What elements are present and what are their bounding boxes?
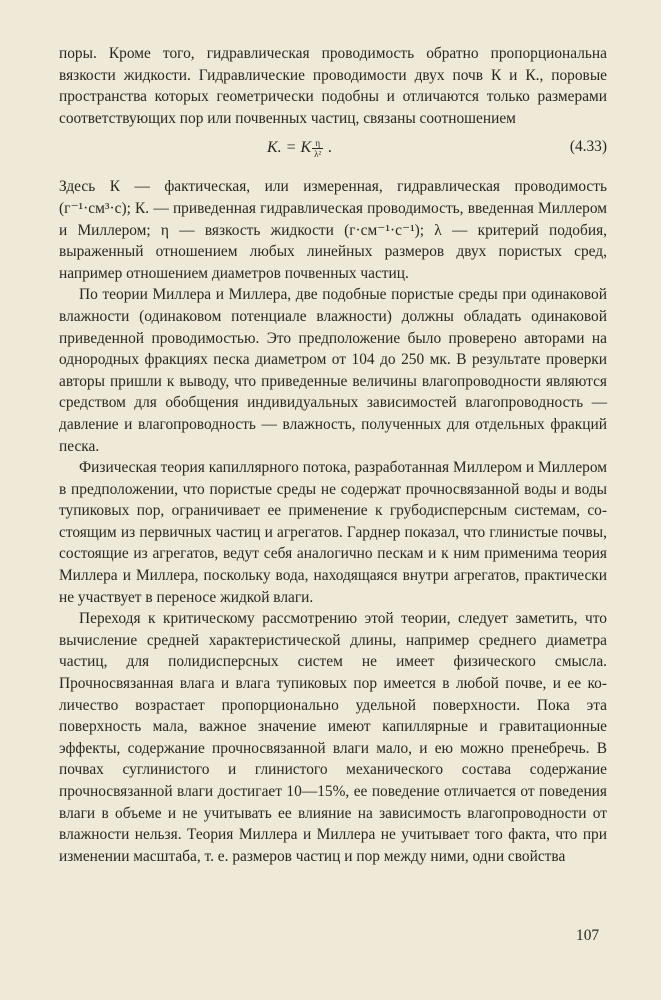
- paragraph-2: Здесь К — фактическая, или измеренная, гидравлическая проводимость (г⁻¹·см³·с); К. — приведенная гидравлическая проводимость, введенная Миллером и Миллером; η — вязкость жидкости (г·см⁻¹·с⁻¹); λ — критерий подобия, выраженный отношением любых линейных размеров двух пористых сред, например отношением диаметров почвенных частиц.: [59, 178, 607, 282]
- formula-fraction: [312, 138, 323, 159]
- formula-lhs: K. = K: [267, 139, 312, 157]
- equation-number: (4.33): [569, 138, 607, 156]
- paragraph-1: поры. Кроме того, гидравлическая проводимость обратно пропорциональна вязкости жидкости. Гидравлические проводимости двух почв К и К., поровые пространства которых геометрически подобны и отличаются только размерами соответствующих пор или почвенных частиц, связаны соотношением: [59, 45, 607, 127]
- paragraph-3: По теории Миллера и Миллера, две подобные пористые среды при одинаковой влажности (одинаковом потенциале влажности) должны обладать одинаковой приведенной проводимостью. Это предположение было проверено авторами на однородных фракциях песка диаметром от 104 до 250 мк. В результате проверки авторы пришли к выводу, что приведенные величины влагопроводности являются средством для обобщения индивидуальных зависимостей влагопроводность — давление и влагопроводность — влажность, полученных для отдельных фракций песка.: [59, 286, 607, 455]
- formula: [267, 138, 332, 159]
- formula-tail: .: [324, 139, 333, 157]
- fraction-numerator: η: [312, 138, 323, 149]
- paragraph-4: Физическая теория капиллярного потока, разработанная Миллером и Миллером в предположении, что пористые среды не содержат прочносвязанной воды и воды тупиковых пор, ограничивает ее применение к грубодисперсным системам, состоящим из первичных частиц и агрегатов. Гарднер показал, что глинистые почвы, состоящие из агрегатов, ведут себя аналогично пескам и к ним применима теория Миллера и Миллера, поскольку вода, находящаяся внутри агрегатов, практически не участвует в переносе жидкой влаги.: [59, 459, 607, 606]
- page-number: 107: [576, 927, 600, 944]
- paragraph-5: Переходя к критическому рассмотрению этой теории, следует заметить, что вычисление средней характеристической длины, например среднего диаметра частиц, для полидисперсных систем не имеет физического смысла. Прочносвязанная влага и влага тупиковых пор имеется в любой почве, и ее количество возрастает пропорционально удельной поверхности. Пока эта поверхность мала, важное значение имеют капиллярные и гравитационные эффекты, содержание прочносвязанной влаги мало, и ею можно пренебречь. В почвах суглинистого и глинистого механического состава содержание прочносвязанной влаги достигает 10—15%, ее поведение отличается от поведения влаги в объеме и не учитывать ее влияние на зависимость влагопроводности от влажности нельзя. Теория Миллера и Миллера не учитывает того факта, что при изменении масштаба, т. е. размеров частиц и пор между ними, одни свойства: [59, 610, 607, 865]
- fraction-denominator: λ²: [314, 149, 322, 160]
- equation-4-33: [59, 130, 607, 176]
